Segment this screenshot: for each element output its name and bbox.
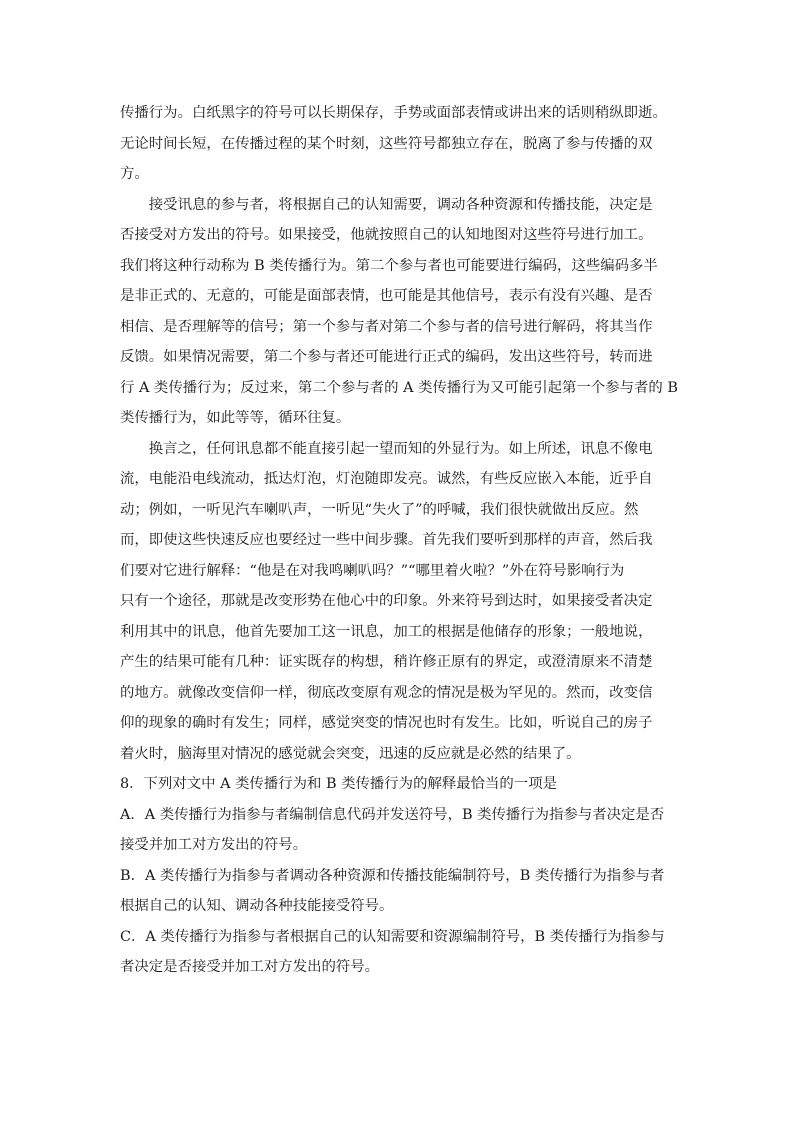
text-line: C．A 类传播行为指参与者根据自己的认知需要和资源编制符号，B 类传播行为指参与 (120, 928, 665, 945)
text-line: 的地方。就像改变信仰一样，彻底改变原有观念的情况是极为罕见的。然而，改变信 (120, 684, 653, 701)
text-line: 们要对它进行解释：“他是在对我鸣喇叭吗？”“哪里着火啦？”外在符号影响行为 (120, 562, 625, 579)
text-line: 流，电能沿电线流动，抵达灯泡，灯泡随即发亮。诚然，有些反应嵌入本能，近乎自 (120, 471, 653, 487)
text-line: 产生的结果可能有几种：证实既存的构想，稍许修正原有的界定，或澄清原来不清楚 (120, 654, 653, 670)
text-line: 而，即使这些快速反应也要经过一些中间步骤。首先我们要听到那样的声音，然后我 (120, 532, 653, 548)
text-line: 我们将这种行动称为 B 类传播行为。第二个参与者也可能要进行编码，这些编码多半 (120, 257, 658, 274)
paragraph (120, 434, 676, 770)
text-line: 着火时，脑海里对情况的感觉就会突变，迅速的反应就是必然的结果了。 (120, 745, 581, 762)
paragraph (120, 98, 676, 190)
text-line: 是非正式的、无意的，可能是面部表情，也可能是其他信号，表示有没有兴趣、是否 (120, 288, 653, 304)
text-line: 方。 (120, 166, 149, 182)
text-line: B．A 类传播行为指参与者调动各种资源和传播技能编制符号，B 类传播行为指参与者 (120, 867, 665, 884)
text-line: 者决定是否接受并加工对方发出的符号。 (120, 959, 380, 975)
text-line: 行 A 类传播行为；反过来，第二个参与者的 A 类传播行为又可能引起第一个参与者的 B (120, 379, 678, 396)
text-line: 传播行为。白纸黑字的符号可以长期保存，手势或面部表情或讲出来的话则稍纵即逝。 (120, 105, 667, 121)
paragraph (120, 800, 676, 861)
text-line: 无论时间长短，在传播过程的某个时刻，这些符号都独立存在，脱离了参与传播的双 (120, 135, 653, 152)
text-line: 否接受对方发出的符号。如果接受，他就按照自己的认知地图对这些符号进行加工。 (120, 227, 653, 243)
text-line: 接受并加工对方发出的符号。 (120, 837, 308, 853)
document-body (120, 98, 676, 983)
paragraph (120, 190, 676, 434)
text-line: 8．下列对文中 A 类传播行为和 B 类传播行为的解释最恰当的一项是 (120, 776, 557, 792)
text-line: 只有一个途径，那就是改变形势在他心中的印象。外来符号到达时，如果接受者决定 (120, 593, 653, 609)
text-line: 接受讯息的参与者，将根据自己的认知需要，调动各种资源和传播技能，决定是 (120, 196, 653, 213)
paragraph (120, 769, 676, 800)
text-line: 相信、是否理解等的信号；第一个参与者对第二个参与者的信号进行解码，将其当作 (120, 318, 653, 335)
text-line: 类传播行为，如此等等，循环往复。 (120, 410, 351, 426)
text-line: 动；例如，一听见汽车喇叭声，一听见“失火了”的呼喊，我们很快就做出反应。然 (120, 501, 639, 518)
text-line: 反馈。如果情况需要，第二个参与者还可能进行正式的编码，发出这些符号，转而进 (120, 349, 653, 365)
text-line: 根据自己的认知、调动各种技能接受符号。 (120, 898, 394, 914)
text-line: 换言之，任何讯息都不能直接引起一望而知的外显行为。如上所述，讯息不像电 (120, 440, 653, 457)
text-line: 仰的现象的确时有发生；同样，感觉突变的情况也时有发生。比如，听说自己的房子 (120, 715, 653, 731)
paragraph (120, 922, 676, 983)
text-line: A．A 类传播行为指参与者编制信息代码并发送符号，B 类传播行为指参与者决定是否 (120, 806, 665, 823)
paragraph (120, 861, 676, 922)
text-line: 利用其中的讯息，他首先要加工这一讯息，加工的根据是他储存的形象；一般地说， (120, 623, 653, 640)
